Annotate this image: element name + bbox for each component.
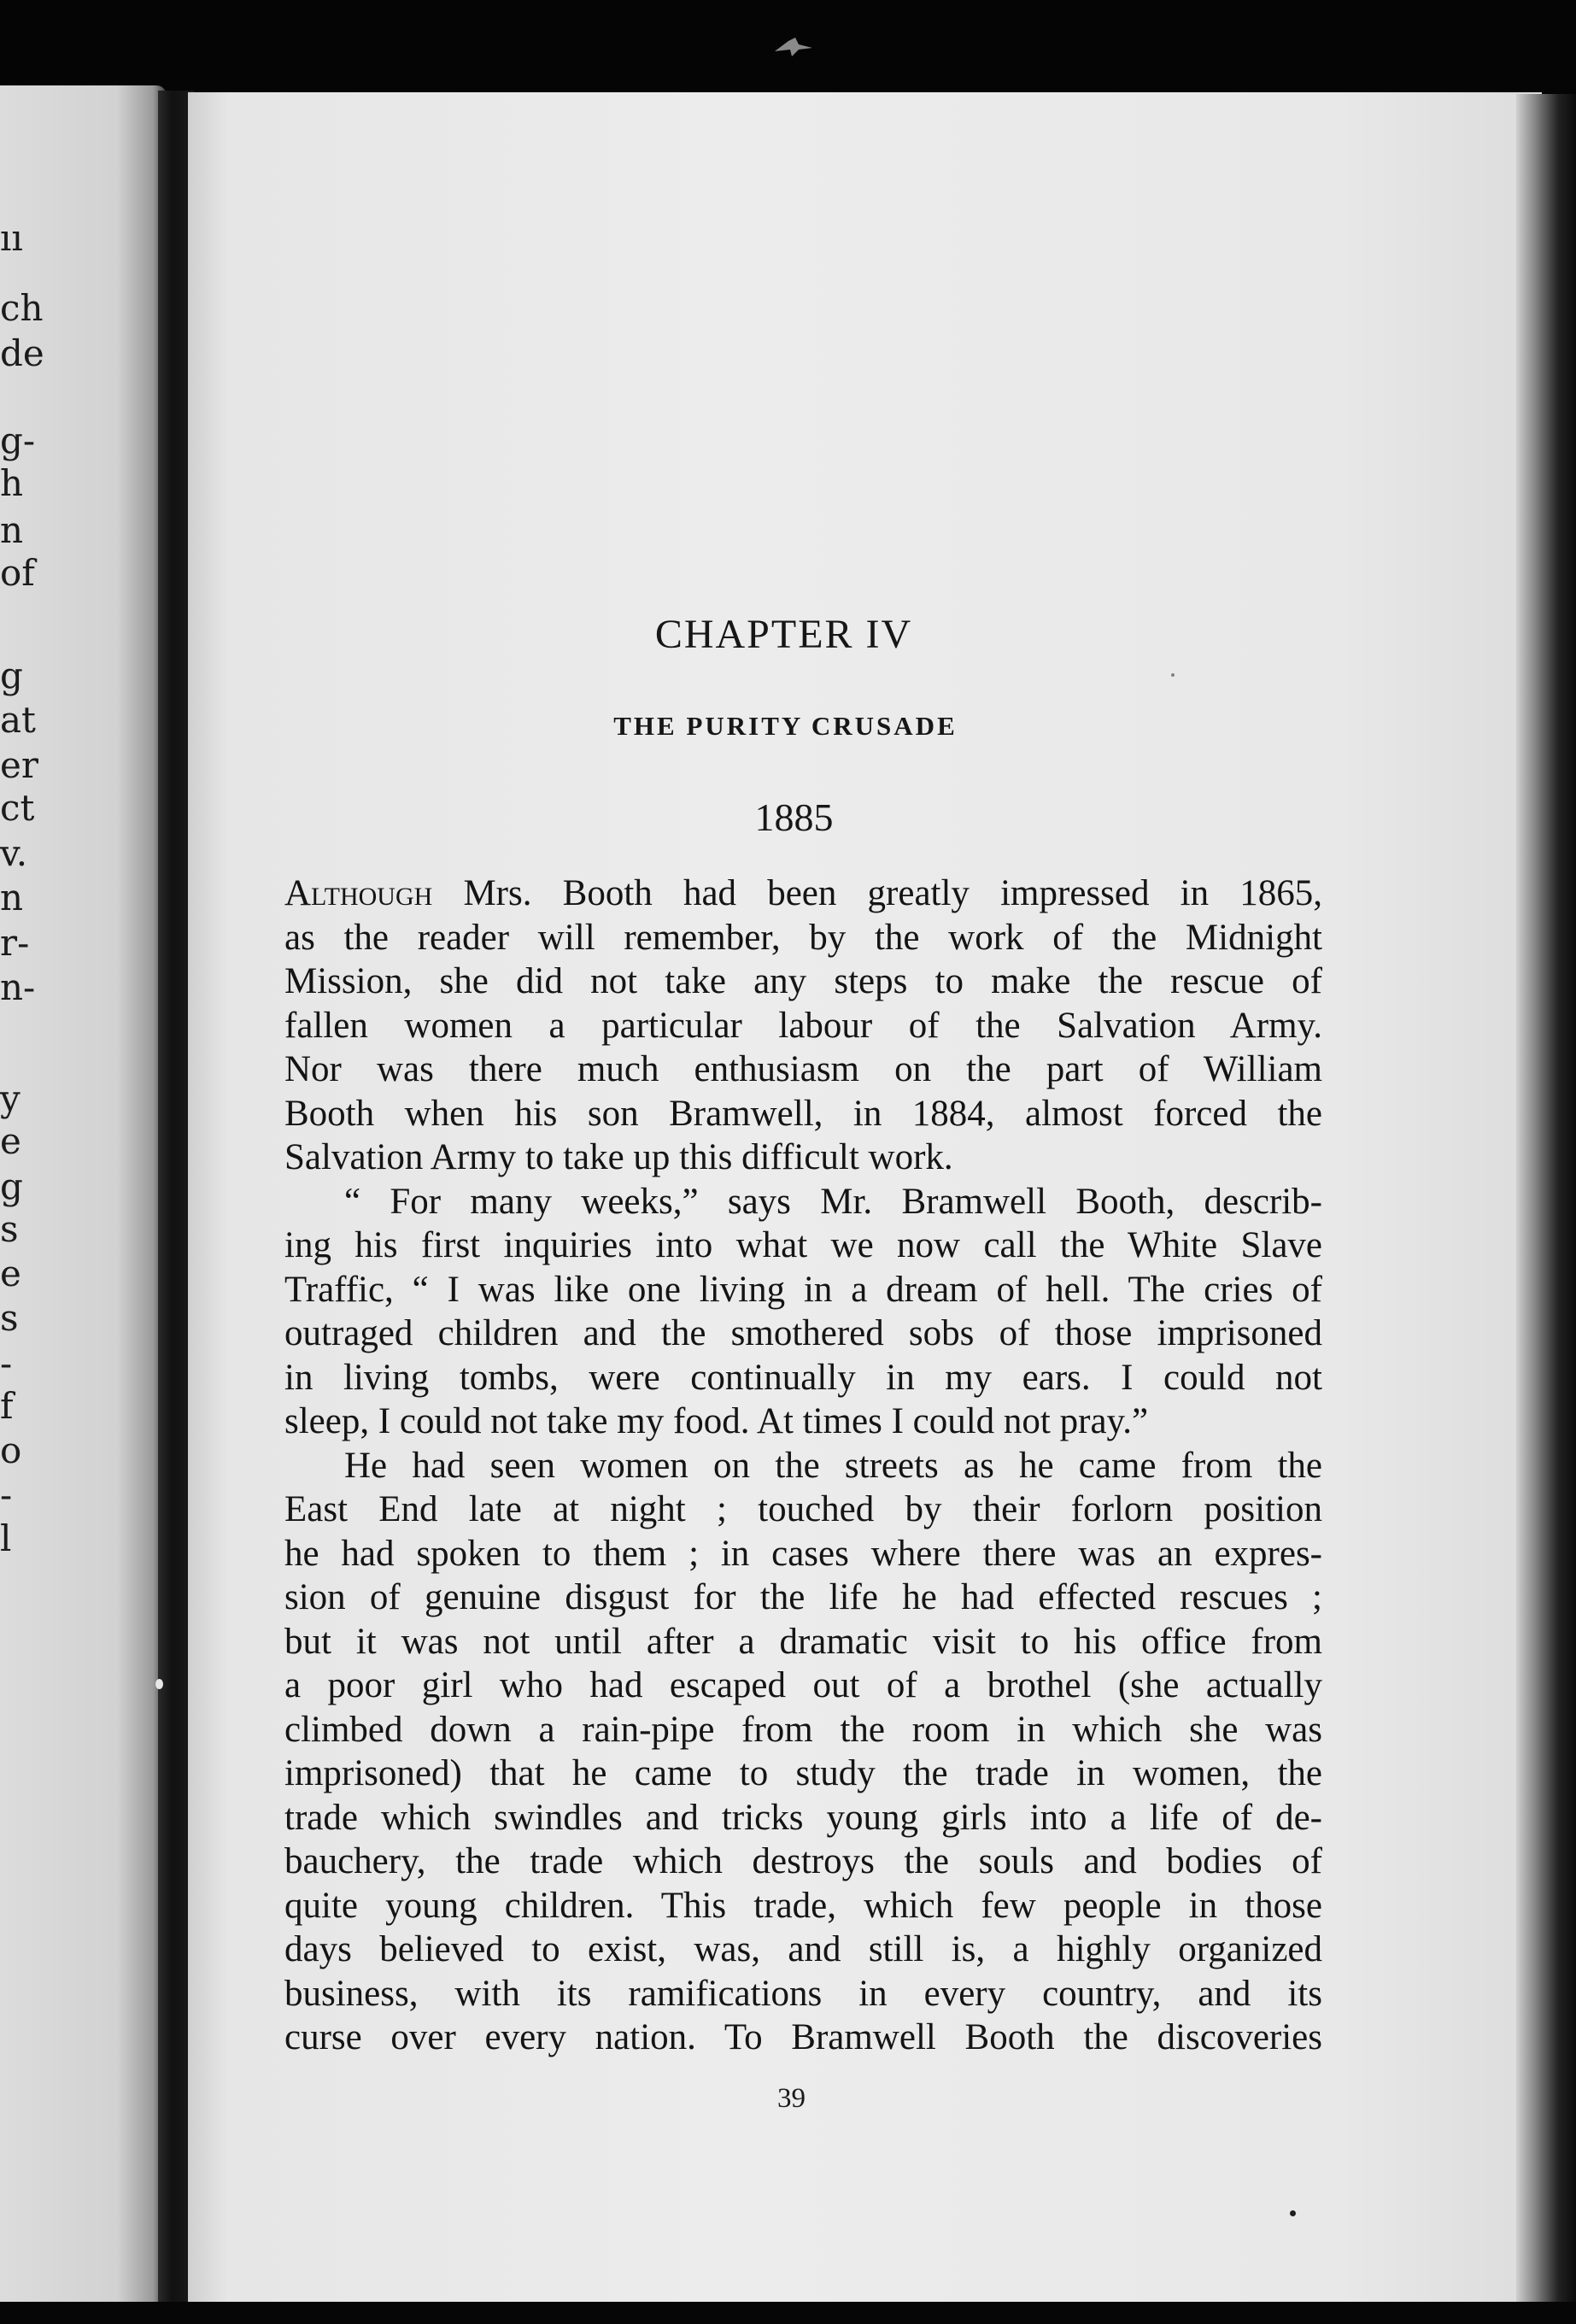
left-page-fragment: o [0,1429,22,1471]
chapter-year: 1885 [754,795,834,839]
text-line: Mission, she did not take any steps to make the rescue of [284,961,1322,1001]
text-line: Salvation Army to take up this difficult work. [284,1137,953,1177]
left-page-fragment: y [0,1077,21,1119]
left-page-fragment: g [0,1165,23,1207]
text-line: he had spoken to them ; in cases where there was an expres- [284,1533,1322,1574]
text-line: business, with its ramifications in every country, and its [284,1973,1322,2014]
text-line: as the reader will remember, by the work of the Midnight [284,917,1322,958]
text-line: outraged children and the smothered sobs of those imprisoned [284,1313,1322,1353]
left-page-fragment: - [0,1474,13,1516]
dust-speck [155,1679,163,1689]
text-line: Traffic, “ I was like one living in a dream of hell. The cries of [284,1269,1322,1310]
text-line: trade which swindles and tricks young girls into a life of de- [284,1797,1322,1838]
page-number: 39 [777,2083,806,2114]
left-page-fragment: e [0,1253,21,1294]
text-line: fallen women a particular labour of the Salvation Army. [284,1005,1322,1046]
text-line: “ For many weeks,” says Mr. Bramwell Booth, describ- [344,1181,1322,1222]
left-page-fragment: ch [0,287,44,329]
text-line: curse over every nation. To Bramwell Booth the discoveries [284,2017,1322,2057]
left-page-fragment: er [0,744,38,786]
text-line: but it was not until after a dramatic visit to his office from [284,1621,1322,1662]
left-page-fragment: at [0,699,36,741]
left-page-fragment: n [0,877,24,918]
text-line: in living tombs, were continually in my ears. I could not [284,1357,1322,1398]
text-line: days believed to exist, was, and still is, a highly organized [284,1929,1322,1969]
dust-speck [1290,2210,1296,2216]
left-facing-page [0,85,167,2307]
left-page-fragment: e [0,1120,21,1162]
text-line: climbed down a rain-pipe from the room in which she was [284,1709,1322,1750]
text-line: bauchery, the trade which destroys the souls and bodies of [284,1841,1322,1881]
left-page-fragment: de [0,332,44,374]
left-page-fragment: ıı [0,217,23,259]
left-page-fragment: s [0,1297,19,1339]
scanner-border-bottom [0,2302,1576,2324]
left-page-fragment: v. [0,832,28,874]
left-page-fragment: g- [0,420,36,461]
text-line: He had seen women on the streets as he came from the [344,1445,1322,1486]
left-page-fragment: h [0,462,24,504]
left-page-fragment: r- [0,922,30,964]
text-line: Booth when his son Bramwell, in 1884, almost forced the [284,1093,1322,1134]
chapter-title: THE PURITY CRUSADE [613,711,958,741]
text-line [284,872,1322,916]
text-line: ing his first inquiries into what we now call the White Slave [284,1225,1322,1265]
text-line: Nor was there much enthusiasm on the part of William [284,1049,1322,1089]
drop-lead-word: Although [284,873,433,913]
left-page-fragment: n [0,509,24,551]
left-page-fragment: l [0,1517,12,1559]
dust-speck [1171,673,1175,677]
line-text: Mrs. Booth had been greatly impressed in 1865, [432,873,1322,913]
page-edge-shadow [1516,94,1576,2324]
left-page-fragment: f [0,1385,14,1427]
scan-artifact-icon [773,36,814,58]
text-line: sion of genuine disgust for the life he had effected rescues ; [284,1577,1322,1617]
left-page-fragment: of [0,552,35,594]
text-line: quite young children. This trade, which few people in those [284,1885,1322,1926]
left-page-fragment: g [0,654,23,696]
text-line: imprisoned) that he came to study the trade in women, the [284,1753,1322,1793]
left-page-fragment: - [0,1342,13,1384]
text-line: East End late at night ; touched by their forlorn position [284,1489,1322,1529]
left-page-fragment: s [0,1208,19,1250]
left-page-fragment: ct [0,787,35,829]
text-line: sleep, I could not take my food. At times I could not pray.” [284,1401,1149,1441]
chapter-number: CHAPTER IV [654,612,913,657]
left-page-fragment: n- [0,966,36,1008]
chapter-body-text [284,872,1322,2060]
text-line: a poor girl who had escaped out of a brothel (she actually [284,1665,1322,1705]
